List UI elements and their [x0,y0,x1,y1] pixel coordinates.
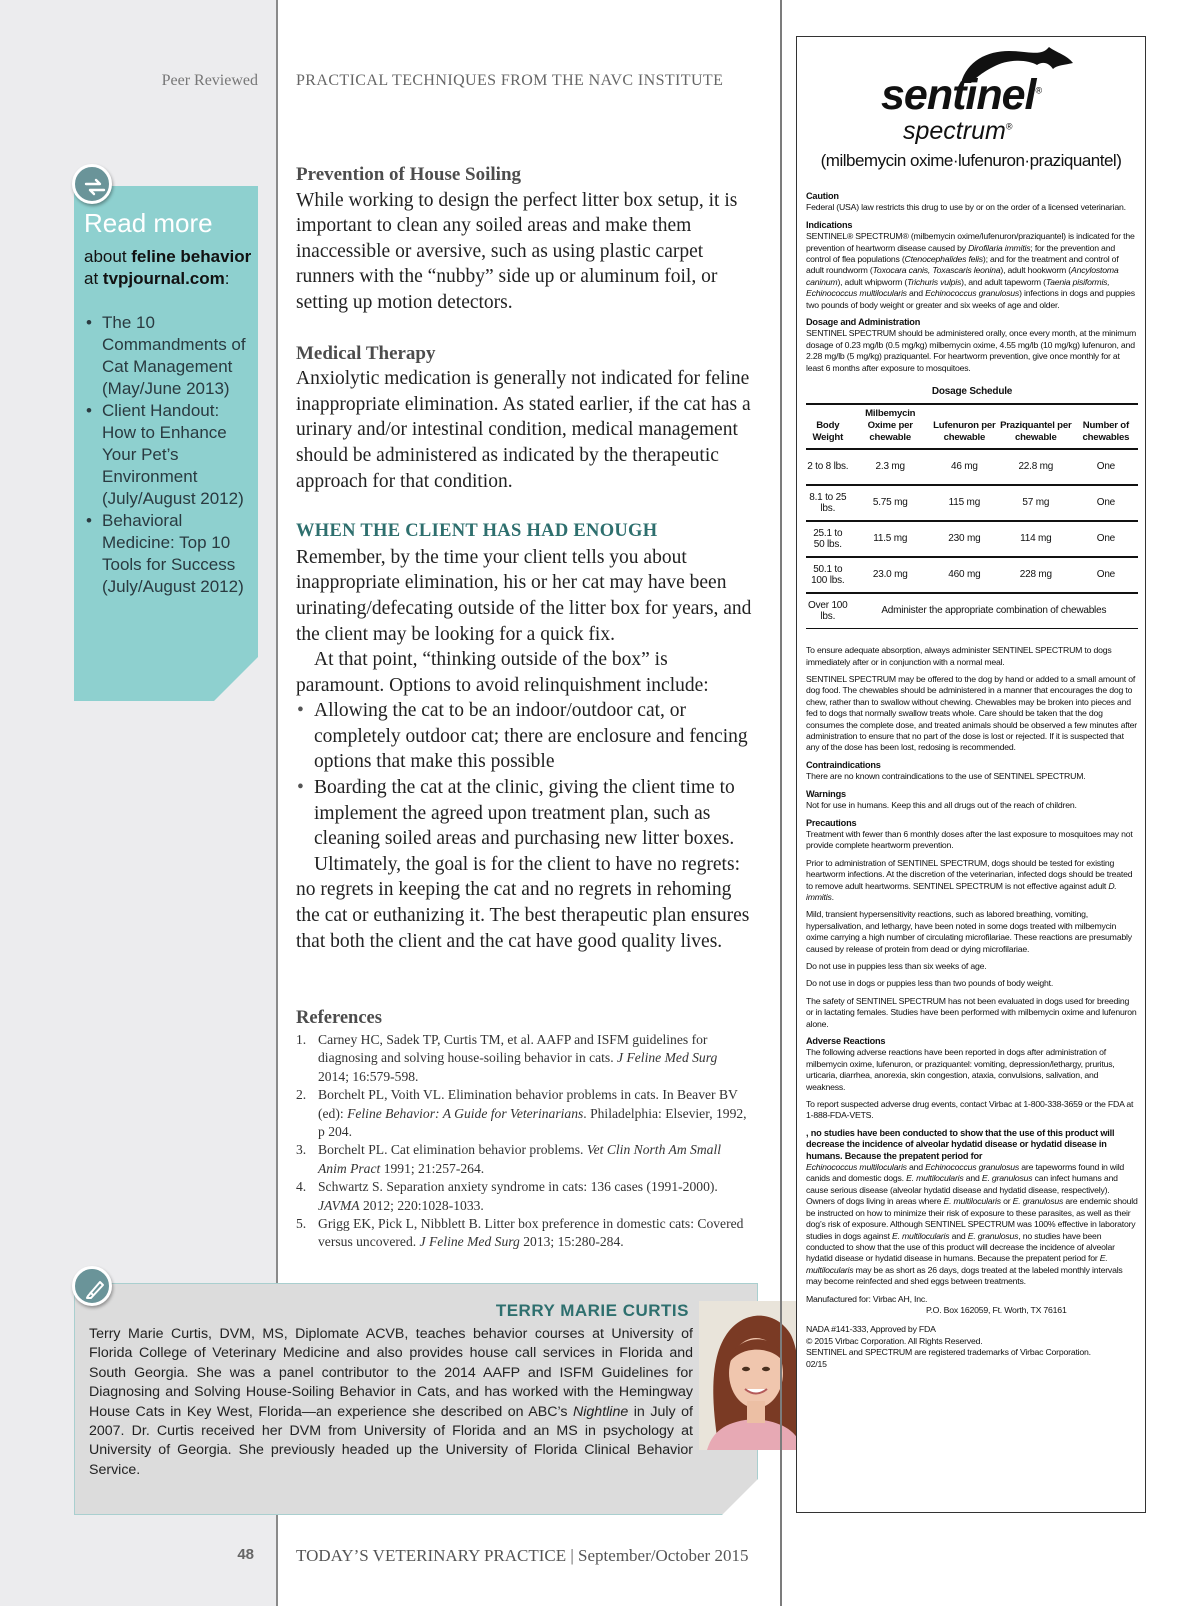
references-list [296,1031,751,1252]
about-at: at [84,269,103,288]
reference-item [296,1031,751,1086]
table-cell: Over 100 lbs. [806,593,850,629]
ref-journal: Vet Clin North Am Small Anim Pract [318,1142,721,1176]
table-cell: 228 mg [998,557,1074,593]
section-header: PRACTICAL TECHNIQUES FROM THE NAVC INSTITUTE [296,72,724,89]
caution-text: Federal (USA) law restricts this drug to use by or on the order of a licensed veterinarian. [806,202,1126,213]
table-cell: 46 mg [931,449,998,485]
absorption-text: To ensure adequate absorption, always administer SENTINEL SPECTRUM to dogs immediately after or in conjunction with a normal meal. [806,645,1112,667]
enough-heading: WHEN THE CLIENT HAS HAD ENOUGH [296,521,658,542]
table-cell: 25.1 to 50 lbs. [806,521,850,557]
publication-footer: TODAY’S VETERINARY PRACTICE | September/October 2015 [296,1546,749,1565]
table-cell: One [1074,521,1138,557]
table-cell: 57 mg [998,485,1074,521]
table-row [806,485,1138,521]
dosage-table [806,403,1138,630]
bio-show-name: Nightline [573,1403,629,1420]
ref-text: Carney HC, Sadek TP, Curtis TM, et al. AAFP and ISFM guidelines for diagnosing and solving house-soiling behavior in cats. [318,1032,708,1066]
precaution-text: Prior to administration of SENTINEL SPECTRUM, dogs should be tested for existing heartworm infections. At the discretion of the veterinarian, infected dogs should be treated to remove adult heartworms. SENTINEL SPECTRUM is not effective against adult D. immitis. [806,857,1133,902]
brand-name: sentinel [881,71,1036,119]
report-text: To report suspected adverse drug events, contact Virbac at 1-800-338-3659 or the FDA at 1-888-FDA-VETS. [806,1099,1134,1121]
brand-logo-2 [903,117,1012,146]
dosage-heading: Dosage and Administration [806,317,921,328]
ref-num: 1. [296,1032,307,1047]
enough-paragraph: Remember, by the time your client tells you about inappropriate elimination, his or her cat may have been urinating/defecating outside of the litter box for years, and the client may be looking for a quick fix. [296,546,752,645]
table-row [806,449,1138,485]
column-header: Lufenuron per chewable [931,404,998,449]
adverse-text: The following adverse reactions have been reported in dogs after administration of milbemycin oxime, lufenuron, or praziquantel: vomiting, depression/lethargy, pruritus, urticaria, diarrhea, anorexia, skin congestion, ataxia, convulsions, salivation, and weakness. [806,1047,1115,1092]
precaution-text: Do not use in dogs or puppies less than two pounds of body weight. [806,978,1054,989]
table-cell: 23.0 mg [850,557,931,593]
option-item: • Boarding the cat at the clinic, giving the client time to implement the agreed upon treatment plan, such as cleaning soiled areas and purchasing new litter boxes. [296,775,756,852]
page-number: 48 [237,1546,254,1563]
contraindications-text: There are no known contraindications to the use of SENTINEL SPECTRUM. [806,771,1086,782]
references-section [296,1008,751,1252]
table-cell: 2.3 mg [850,449,931,485]
dosage-text: SENTINEL SPECTRUM should be administered orally, once every month, at the minimum dosage of 0.23 mg/lb (0.5 mg/kg) milbemycin oxime, 4.55 mg/lb (10 mg/kg) lufenuron, and 2.28 mg/lb (5 mg/kg) praziquantel. For heartworm prevention, give once monthly for at least 6 months after exposure to mosquitoes. [806,328,1136,373]
warnings-text: Not for use in humans. Keep this and all drugs out of the reach of children. [806,800,1077,811]
ref-text: Borchelt PL, Voith VL. Elimination behavior problems in cats. In Beaver BV (ed): [318,1087,738,1121]
options-list [296,698,756,852]
brand-reg-2: ® [1005,121,1013,132]
indications-heading: Indications [806,219,853,230]
table-row [806,593,1138,629]
read-more-arrows-icon [72,164,112,204]
ref-text: Grigg EK, Pick L, Nibblett B. Litter box preference in domestic cats: Covered versus uncovered. [318,1216,744,1250]
table-cell: One [1074,449,1138,485]
brand-name-2: spectrum [903,117,1006,145]
contraindications-heading: Contraindications [806,759,881,770]
caution-heading: Caution [806,191,839,201]
column-header: Number of chewables [1074,404,1138,449]
table-header-row [806,404,1138,449]
ref-num: 2. [296,1087,307,1103]
table-cell: 22.8 mg [998,449,1074,485]
precaution-text: Mild, transient hypersensitivity reactions, such as labored breathing, vomiting, hypersalivation, and lethargy, have been noted in some dogs treated with milbemycin oxime carrying a high number of circulating microfilariae. These reactions are presumably caused by release of protein from dead or dying microfilariae. [806,909,1132,954]
author-box [74,1283,758,1515]
peer-reviewed-label: Peer Reviewed [161,72,258,89]
ref-num: 3. [296,1142,307,1158]
references-heading: References [296,1008,382,1028]
precautions-heading: Precautions [806,817,857,828]
reference-item [296,1086,751,1141]
generic-name: (milbemycin oxime·lufenuron·praziquantel) [820,151,1122,170]
ref-num: 5. [296,1216,307,1232]
precaution-text: Do not use in puppies less than six weeks of age. [806,960,987,971]
sentinel-ad [796,36,1146,1513]
read-more-title: Read more [84,208,213,238]
adverse-heading: Adverse Reactions [806,1036,886,1046]
site-link[interactable]: tvpjournal.com [102,269,225,288]
option-item: • Allowing the cat to be an indoor/outdoor cat, or completely outdoor cat; there are enclosure and fencing options that make this possible [296,698,756,775]
column-divider [780,0,782,1606]
precaution-text: The safety of SENTINEL SPECTRUM has not been evaluated in dogs used for breeding or in lactating females. Studies have been performed with milbemycin oxime and lufenuron alone. [806,995,1137,1029]
read-more-link[interactable]: • The 10 Commandments of Cat Management (May/June 2013) [84,312,256,400]
warnings-heading: Warnings [806,788,846,799]
column-header: Body Weight [806,404,850,449]
table-cell: 230 mg [931,521,998,557]
prevention-heading: Prevention of House Soiling [296,164,522,185]
administration-text: SENTINEL SPECTRUM may be offered to the dog by hand or added to a small amount of dog food. The chewables should be administered in a manner that encourages the dog to chew, rather than to swallow without chewing. Chewables may be broken into pieces and fed to dogs that normally swallow treats whole. Care should be taken that the dog consumes the complete dose, and treated animals should be observed a few minutes after administration to ensure that no part of the dose is lost or rejected. If it is suspected that any of the dose has been lost, redosing is recommended. [806,674,1137,753]
reference-item [296,1141,751,1178]
manufacturer-address: P.O. Box 162059, Ft. Worth, TX 76161 [926,1304,1067,1315]
author-photo [699,1301,809,1450]
bio-text-end: in July of 2007. Dr. Curtis received her DVM from University of Florida and an MS in psychology at University of Georgia. She previously headed up the University of Florida Clinical Behavior Service. [89,1403,693,1478]
dosage-schedule-title: Dosage Schedule [931,386,1013,398]
table-cell: 50.1 to 100 lbs. [806,557,850,593]
about-topic: feline behavior [131,247,252,266]
ref-journal: J Feline Med Surg [617,1050,718,1066]
trademark-text: SENTINEL and SPECTRUM are registered trademarks of Virbac Corporation. [806,1347,1091,1358]
author-bio [89,1325,693,1480]
table-cell: One [1074,557,1138,593]
ref-text: Schwartz S. Separation anxiety syndrome in cats: 136 cases (1991-2000). [318,1179,718,1195]
precaution-text: Treatment with fewer than 6 monthly doses after the last exposure to mosquitoes may not provide complete heartworm prevention. [806,828,1133,851]
therapy-paragraph: Anxiolytic medication is generally not indicated for feline inappropriate elimination. As stated earlier, if the cat has a urinary and/or intestinal condition, medical management should be administered as indicated by the therapeutic approach for that condition. [296,368,751,492]
owner-info-heading: , no studies have been conducted to show that the use of this product will decrease the incidence of alveolar hydatid disease or hydatid disease in humans. Because the prepatent period for [806,1127,1115,1161]
column-header: Praziquantel per chewable [998,404,1074,449]
ref-text: Borchelt PL. Cat elimination behavior problems. [318,1142,587,1158]
indications-text: SENTINEL® SPECTRUM® (milbemycin oxime/lufenuron/praziquantel) is indicated for the prevention of heartworm disease caused by Dirofilaria immitis; for the prevention and control of flea populations (Ctenocephalides felis); and for the treatment and control of adult roundworm (Toxocara canis, Toxascaris leonina), adult hookworm (Ancylostoma caninum), adult whipworm (Trichuris vulpis), and adult tapeworm (Taenia pisiformis, Echinococcus multilocularis and Echinococcus granulosus) infections in dogs and puppies two pounds of body weight or greater and six weeks of age and older. [806,231,1135,310]
read-more-link[interactable]: • Behavioral Medicine: Top 10 Tools for Success (July/August 2012) [84,510,256,598]
bio-text: Terry Marie Curtis, DVM, MS, Diplomate ACVB, teaches behavior courses at University of Florida College of Veterinary Medicine and also provides house call services in Florida and South Georgia. She was a panel contributor to the 2014 AAFP and ISFM Guidelines for Diagnosing and Solving House-Soiling Behavior in Cats, and has worked with the Hemingway House Cats in Key West, Florida—an experience she described on ABC’s [89,1326,693,1420]
table-cell: 8.1 to 25 lbs. [806,485,850,521]
copyright-text: © 2015 Virbac Corporation. All Rights Reserved. [806,1335,983,1346]
enough-paragraph-2: At that point, “thinking outside of the box” is paramount. Options to avoid relinquishment include: [296,649,709,696]
table-cell: Administer the appropriate combination of chewables [850,593,1138,629]
table-row [806,557,1138,593]
table-cell: 11.5 mg [850,521,931,557]
ref-journal: Feline Behavior: A Guide for Veterinarians [347,1105,584,1121]
ref-tail: . Philadelphia: Elsevier, 1992, p 204. [318,1105,747,1140]
read-more-box [74,186,258,701]
about-prefix: about [84,247,132,266]
author-pen-icon [72,1266,112,1306]
ref-tail: 1991; 21:257-264. [380,1160,485,1176]
closing-paragraph: Ultimately, the goal is for the client to have no regrets: no regrets in keeping the cat and no regrets in rehoming the cat or euthanizing it. The best therapeutic plan ensures that both the client and the cat have good quality lives. [296,853,750,952]
table-cell: 114 mg [998,521,1074,557]
table-cell: 5.75 mg [850,485,931,521]
ref-tail: 2014; 16:579-598. [318,1068,419,1084]
article-body [296,162,756,954]
table-row [806,521,1138,557]
read-more-link[interactable]: • Client Handout: How to Enhance Your Pet’s Environment (July/August 2012) [84,400,256,510]
table-cell: One [1074,485,1138,521]
ad-date: 02/15 [806,1358,827,1369]
table-cell: 2 to 8 lbs. [806,449,850,485]
manufacturer-text: Manufactured for: Virbac AH, Inc. [806,1293,928,1304]
column-header: Milbemycin Oxime per chewable [850,404,931,449]
brand-reg: ® [1035,85,1042,96]
reference-item [296,1178,751,1215]
table-cell: 115 mg [931,485,998,521]
about-colon: : [224,269,230,288]
ad-prescribing-info [806,191,1138,1370]
ref-journal: J Feline Med Surg [419,1234,520,1250]
ref-journal: JAVMA [318,1197,360,1213]
nada-text: NADA #141-333, Approved by FDA [806,1324,936,1335]
read-more-list [84,312,256,598]
author-name: TERRY MARIE CURTIS [495,1301,689,1320]
prevention-paragraph: While working to design the perfect litter box setup, it is important to clean any soiled areas and make them inaccessible or aversive, such as using plastic carpet runners with the “nubby” side up or aluminum foil, or setting up motion detectors. [296,189,738,313]
therapy-heading: Medical Therapy [296,342,436,364]
ref-num: 4. [296,1179,307,1195]
reference-item [296,1215,751,1252]
ref-tail: 2013; 15:280-284. [519,1234,624,1250]
table-cell: 460 mg [931,557,998,593]
brand-logo [881,71,1041,120]
owner-info-text: Echinococcus multilocularis and Echinococcus granulosus are tapeworms found in wild canids and domestic dogs. E. multilocularis and E. granulosus can infect humans and cause serious disease (alveolar hydatid disease and hydatid disease, respectively). Owners of dogs living in areas where E. multilocularis or E. granulosus are endemic should be instructed on how to minimize their risk of exposure to these parasites, as well as their dog’s risk of exposure. Although SENTINEL SPECTRUM was 100% effective in laboratory studies in dogs against E. multilocularis and E. granulosus, no studies have been conducted to show that the use of this product will decrease the incidence of alveolar hydatid disease or hydatid disease in humans. Because the prepatent period for E. multilocularis may be as short as 26 days, dogs treated at the labeled monthly intervals may become reinfected and shed eggs between treatments. [806,1162,1138,1287]
read-more-about [84,246,254,290]
ref-tail: 2012; 220:1028-1033. [359,1197,484,1213]
